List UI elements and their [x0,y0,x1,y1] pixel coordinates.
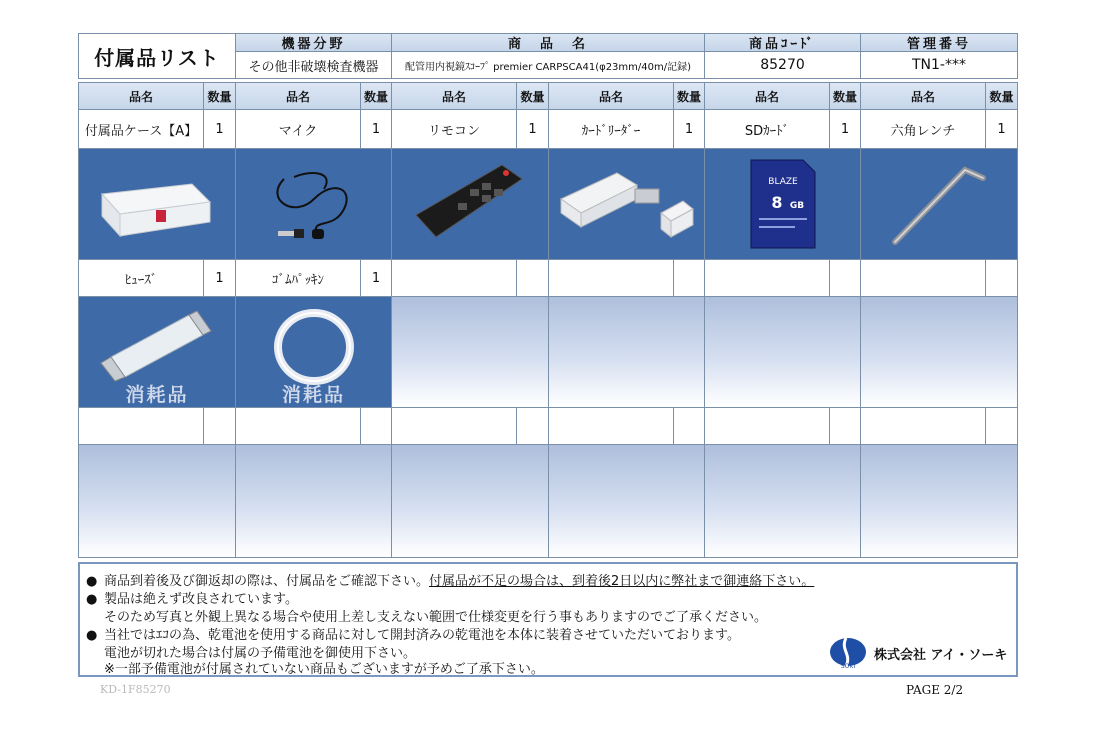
item-qty [985,259,1018,297]
product-name-label: 商 品 名 [391,33,705,52]
image-empty [78,444,236,558]
note-text: 商品到着後及び御返却の際は、付属品をご確認下さい。 [104,574,430,589]
field-category-label: 機器分野 [235,33,392,52]
card-reader-icon [557,159,697,249]
field-category-value: その他非破壊検査機器 [235,51,392,79]
item-qty: 1 [360,109,392,149]
note-text: そのため写真と外観上異なる場合や使用上差し支えない範囲で仕様変更を行う事もありますのでご了承ください。 [104,610,768,625]
image-empty [391,296,549,408]
fuse-icon [97,305,217,385]
bullet: ● [86,628,98,643]
document-id: KD-1F85270 [100,683,171,696]
item-qty [360,407,392,445]
item-qty [829,259,861,297]
image-remote-control [391,148,549,260]
item-name [235,407,361,445]
note-text: 当社ではｴｺの為、乾電池を使用する商品に対して開封済みの乾電池を本体に装着させていただいております。 [104,628,740,643]
item-name [860,259,986,297]
item-name [704,407,830,445]
col-header-name: 品名 [235,82,361,110]
item-qty [516,407,549,445]
sd-card-brand: BLAZE [767,177,798,187]
product-code-value: 85270 [704,51,861,79]
item-qty: 1 [673,109,705,149]
item-name [860,407,986,445]
image-fuse [78,296,236,408]
notes-box [78,562,1018,677]
image-hex-wrench [860,148,1018,260]
item-qty: 1 [985,109,1018,149]
management-number-value: TN1-*** [860,51,1018,79]
header-table [78,33,1018,79]
col-header-qty: 数量 [203,82,236,110]
item-name [391,407,517,445]
product-code-label: 商品ｺｰﾄﾞ [704,33,861,52]
item-qty [985,407,1018,445]
note-text: ※一部予備電池が付属されていない商品もございますが予めご了承下さい。 [104,662,544,677]
item-name: 付属品ケース【A】 [78,109,204,149]
image-card-reader [548,148,705,260]
item-name [548,259,674,297]
col-header-name: 品名 [548,82,674,110]
col-header-name: 品名 [78,82,204,110]
note-text: 電池が切れた場合は付属の予備電池を御使用下さい。 [104,646,417,661]
item-name: リモコン [391,109,517,149]
item-name: ｺﾞﾑﾊﾟｯｷﾝ [235,259,361,297]
col-header-qty: 数量 [360,82,392,110]
remote-control-icon [410,159,530,249]
item-qty: 1 [516,109,549,149]
image-empty [704,296,861,408]
col-header-qty: 数量 [985,82,1018,110]
note-text: 製品は絶えず改良されています。 [104,592,298,607]
image-empty [860,296,1018,408]
note-line [86,570,814,589]
image-empty [704,444,861,558]
hex-wrench-icon [879,156,999,252]
bullet: ● [86,574,98,589]
col-header-qty: 数量 [673,82,705,110]
microphone-icon [254,159,374,249]
item-qty: 1 [829,109,861,149]
item-name: SDｶｰﾄﾞ [704,109,830,149]
col-header-name: 品名 [391,82,517,110]
item-name [391,259,517,297]
plastic-case-icon [92,164,222,244]
image-empty [548,444,705,558]
sd-card-icon [743,156,823,252]
company-logo [828,632,1008,672]
rubber-ring-icon [264,305,364,389]
accessory-grid [78,82,1018,558]
item-name: ﾋｭｰｽﾞ [78,259,204,297]
note-line [86,588,298,607]
note-line [86,624,740,643]
item-qty [673,407,705,445]
col-header-name: 品名 [860,82,986,110]
item-qty [673,259,705,297]
image-rubber-packing [235,296,392,408]
sd-card-unit: GB [789,201,804,211]
image-empty [548,296,705,408]
note-text-underlined: 付属品が不足の場合は、到着後2日以内に弊社まで御連絡下さい。 [429,574,815,589]
page-title: 付属品リスト [78,33,236,79]
product-name-value: 配管用内視鏡ｽｺｰﾌﾟ premier CARPSCA41(φ23mm/40m/記録) [391,51,705,79]
image-microphone [235,148,392,260]
item-name [78,407,204,445]
item-qty [203,407,236,445]
image-empty [391,444,549,558]
item-name [548,407,674,445]
company-logo-icon [828,632,868,670]
item-name: 六角レンチ [860,109,986,149]
item-qty: 1 [203,259,236,297]
image-sd-card [704,148,861,260]
item-qty: 1 [203,109,236,149]
bullet: ● [86,592,98,607]
image-empty [860,444,1018,558]
col-header-name: 品名 [704,82,830,110]
item-name: ｶｰﾄﾞﾘｰﾀﾞｰ [548,109,674,149]
company-name: 株式会社 アイ・ソーキ [874,648,1008,663]
image-accessory-case [78,148,236,260]
consumable-badge: 消耗品 [125,384,189,406]
logo-mark-text: SOKI [840,663,856,670]
item-qty: 1 [360,259,392,297]
page-number: PAGE 2/2 [906,683,964,697]
col-header-qty: 数量 [516,82,549,110]
item-qty [829,407,861,445]
image-empty [235,444,392,558]
consumable-badge: 消耗品 [281,384,345,406]
sd-card-capacity: 8 [770,193,783,212]
management-number-label: 管理番号 [860,33,1018,52]
item-name [704,259,830,297]
col-header-qty: 数量 [829,82,861,110]
item-qty [516,259,549,297]
item-name: マイク [235,109,361,149]
